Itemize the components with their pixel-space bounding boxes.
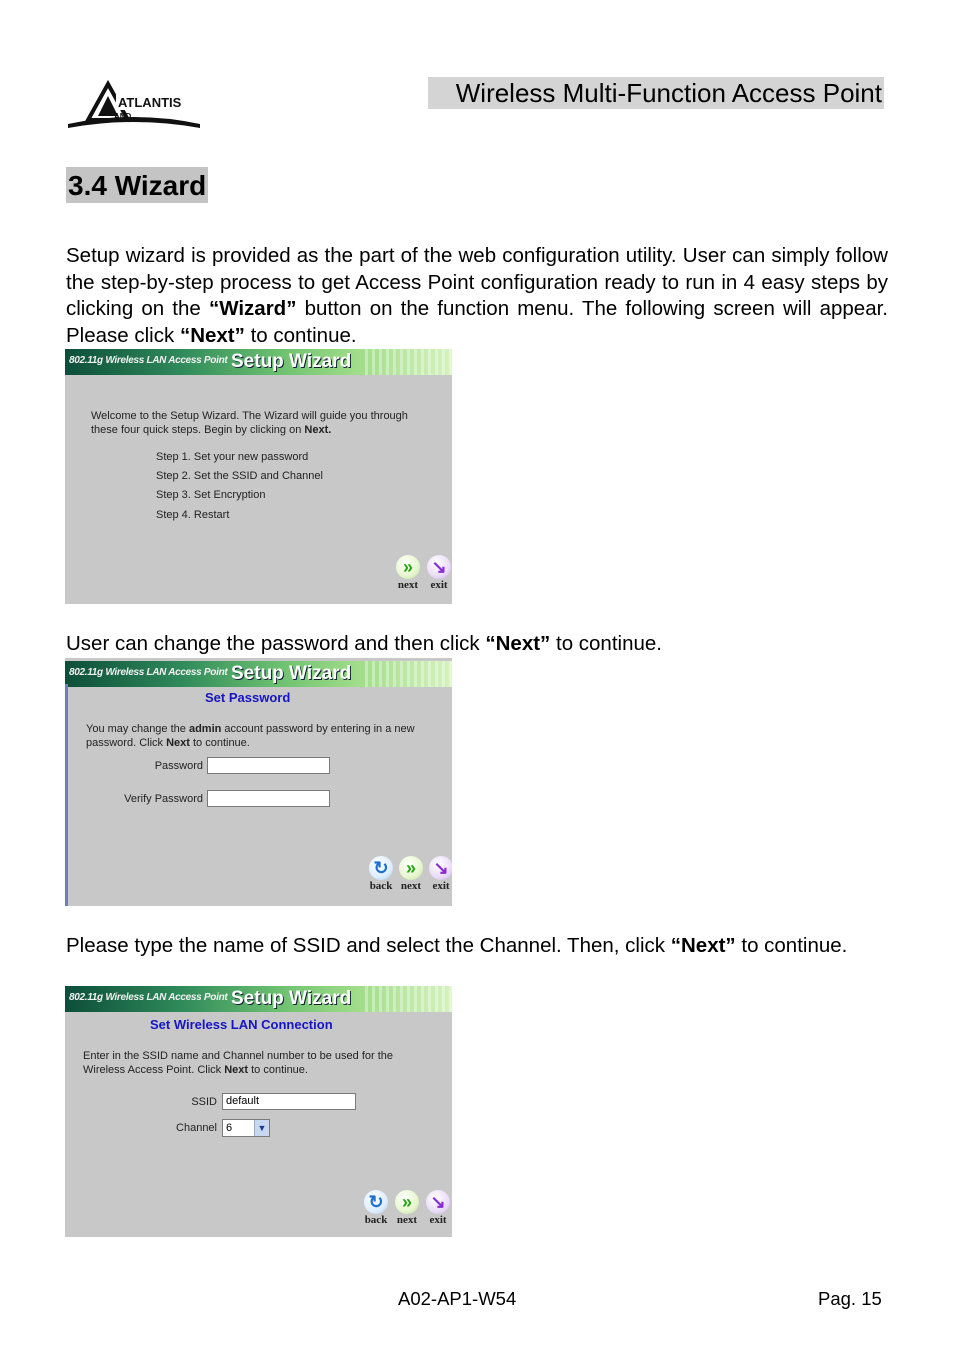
step-subtitle: Set Password: [205, 690, 291, 705]
svg-text:AND: AND: [114, 112, 132, 121]
ssid-label: SSID: [191, 1096, 217, 1108]
exit-button[interactable]: ↘ exit: [427, 856, 452, 892]
wizard-banner: 802.11g Wireless LAN Access Point Setup Wizard: [65, 986, 452, 1012]
setup-wizard-welcome-screen: [65, 349, 452, 604]
section-heading: 3.4 Wizard: [66, 167, 208, 203]
exit-button[interactable]: ↘ exit: [425, 555, 452, 591]
step-list-item: Step 2. Set the SSID and Channel: [156, 470, 323, 482]
verify-password-label: Verify Password: [124, 793, 203, 805]
frame-border: [65, 684, 68, 906]
welcome-text: Welcome to the Setup Wizard. The Wizard will guide you through these four quick steps. Begin by clicking on Next.: [91, 410, 408, 436]
step-list-item: Step 4. Restart: [156, 509, 230, 521]
step-subtitle: Set Wireless LAN Connection: [150, 1017, 333, 1032]
back-button[interactable]: ↻ back: [369, 858, 393, 892]
password-instructions: You may change the admin account password by entering in a new password. Click Next to continue.: [86, 723, 415, 749]
verify-password-input[interactable]: [207, 790, 330, 807]
refresh-arrow-icon: ↻: [369, 856, 393, 880]
double-chevron-right-icon: »: [396, 555, 420, 579]
exit-arrow-icon: ↘: [427, 555, 451, 579]
wizard-title: Setup Wizard: [231, 351, 352, 372]
document-code: A02-AP1-W54: [398, 1288, 517, 1309]
password-input[interactable]: [207, 757, 330, 774]
channel-label: Channel: [176, 1122, 217, 1134]
double-chevron-right-icon: »: [399, 856, 423, 880]
atlantis-logo: [66, 80, 202, 140]
password-label: Password: [154, 760, 203, 772]
wizard-title: Setup Wizard: [231, 988, 352, 1009]
next-button[interactable]: » next: [396, 1192, 418, 1226]
ssid-paragraph: Please type the name of SSID and select the Channel. Then, click “Next” to continue.: [66, 934, 848, 957]
next-button[interactable]: » next: [397, 557, 419, 591]
password-paragraph: User can change the password and then click “Next” to continue.: [66, 632, 662, 655]
wizard-title: Setup Wizard: [231, 663, 352, 684]
intro-paragraph: Setup wizard is provided as the part of the web configuration utility. User can simply follow the step-by-step process to get Access Point configuration ready to run in 4 easy steps by clicking on the “Wizard” button on the function menu. The following screen will appear. Please click “Next” to continue.: [66, 244, 888, 347]
exit-button[interactable]: ↘ exit: [424, 1190, 452, 1226]
svg-text:ATLANTIS: ATLANTIS: [118, 95, 182, 110]
ssid-input[interactable]: default: [222, 1093, 356, 1110]
back-button[interactable]: ↻ back: [364, 1192, 388, 1226]
step-list-item: Step 3. Set Encryption: [156, 489, 266, 501]
wizard-banner: 802.11g Wireless LAN Access Point Setup Wizard: [65, 349, 452, 375]
refresh-arrow-icon: ↻: [364, 1190, 388, 1214]
double-chevron-right-icon: »: [395, 1190, 419, 1214]
wlan-instructions: Enter in the SSID name and Channel number to be used for the Wireless Access Point. Click Next to continue.: [83, 1050, 394, 1076]
exit-arrow-icon: ↘: [426, 1190, 450, 1214]
channel-select[interactable]: 6 ▼: [222, 1119, 270, 1137]
page-number: Pag. 15: [818, 1288, 882, 1309]
setup-wizard-wlan-screen: [65, 986, 452, 1237]
document-header-title: Wireless Multi-Function Access Point: [428, 77, 884, 109]
next-button[interactable]: » next: [400, 858, 422, 892]
setup-wizard-password-screen: [65, 658, 452, 906]
chevron-down-icon: ▼: [254, 1120, 269, 1136]
step-list-item: Step 1. Set your new password: [156, 451, 309, 463]
exit-arrow-icon: ↘: [429, 856, 452, 880]
wizard-banner: 802.11g Wireless LAN Access Point Setup Wizard: [65, 661, 452, 687]
